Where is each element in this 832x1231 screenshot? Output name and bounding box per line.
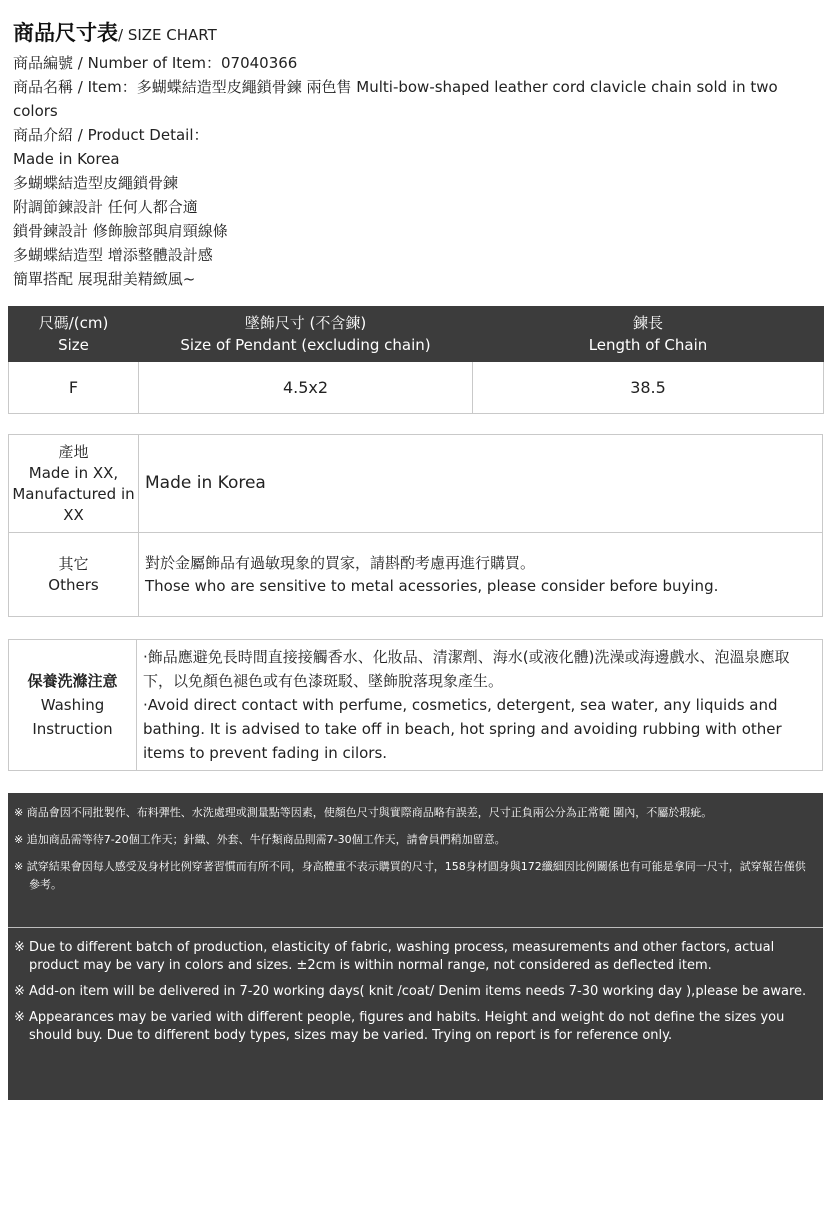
others-value: 對於金屬飾品有過敏現象的買家，請斟酌考慮再進行購買。 Those who are sensitive to metal acessories, please consider before buying. (139, 533, 823, 617)
notice-item: ※ 試穿結果會因每人感受及身材比例穿著習慣而有所不同，身高體重不表示購買的尺寸，158身材圓身與172纖細因比例關係也有可能是拿同一尺寸，試穿報告僅供參考。 (14, 860, 806, 891)
size-table-header (9, 307, 824, 362)
item-number: 商品編號 / Number of Item：07040366 (13, 54, 298, 72)
detail-label: 商品介紹 / Product Detail： (13, 126, 209, 144)
notice-item: ※ 商品會因不同批製作、布料彈性、水洗處理或測量點等因素，使顏色尺寸與實際商品略有誤差，尺寸正負兩公分為正常範 圍內，不屬於瑕疵。 (14, 806, 713, 819)
detail-line: 鎖骨鍊設計 修飾臉部與肩頸線條 (13, 222, 228, 240)
washing-label: 保養洗滌注意 Washing Instruction (9, 640, 137, 771)
others-row (9, 533, 823, 617)
origin-others-table (8, 434, 823, 617)
page-title (13, 17, 217, 47)
detail-line: Made in Korea (13, 150, 120, 168)
notice-item: ※ 追加商品需等待7-20個工作天；針織、外套、牛仔類商品則需7-30個工作天，請會員們稍加留意。 (14, 833, 506, 846)
origin-label: 產地 Made in XX, Manufactured in XX (9, 435, 139, 533)
origin-row (9, 435, 823, 533)
detail-line: 簡單搭配 展現甜美精緻風~ (13, 270, 196, 288)
title-zh: 商品尺寸表 (13, 21, 118, 45)
washing-table (8, 639, 823, 771)
others-label: 其它 Others (9, 533, 139, 617)
header-pendant-size: 墜飾尺寸 (不含鍊) Size of Pendant (excluding chain) (139, 307, 473, 362)
cell-size: F (9, 362, 139, 414)
notice-item: ※ Add-on item will be delivered in 7-20 working days( knit /coat/ Denim items needs 7-30 working day ),please be aware. (14, 984, 807, 999)
origin-value: Made in Korea (139, 435, 823, 533)
notice-en (14, 939, 819, 1053)
washing-row (9, 640, 823, 771)
cell-chain-length: 38.5 (473, 362, 824, 414)
notice-divider (8, 927, 823, 928)
table-row (9, 362, 824, 414)
notice-box (8, 793, 823, 1100)
detail-line: 附調節鍊設計 任何人都合適 (13, 198, 198, 216)
size-table (8, 306, 824, 414)
header-size: 尺碼/(cm) Size (9, 307, 139, 362)
item-name: 商品名稱 / Item：多蝴蝶結造型皮繩鎖骨鍊 兩色售 Multi-bow-shaped leather cord clavicle chain sold in two colors (13, 78, 778, 120)
header-chain-length: 鍊長 Length of Chain (473, 307, 824, 362)
title-en: / SIZE CHART (118, 26, 217, 44)
detail-line: 多蝴蝶結造型皮繩鎖骨鍊 (13, 174, 179, 192)
notice-zh (14, 804, 814, 903)
cell-pendant-size: 4.5x2 (139, 362, 473, 414)
washing-value: ‧飾品應避免長時間直接接觸香水、化妝品、清潔劑、海水(或液化體)洗澡或海邊戲水、泡溫泉應取下，以免顏色褪色或有色漆斑駁、墜飾脫落現象產生。 ‧Avoid direct contact with perfume, cosmetics, detergent, sea water, any liquids and bathing. It is advised to take off in beach, hot spring and avoiding rubbing with other items to prevent fading in cilors. (137, 640, 823, 771)
detail-line: 多蝴蝶結造型 增添整體設計感 (13, 246, 213, 264)
notice-item: ※ Due to different batch of production, elasticity of fabric, washing process, measurements and other factors, actual product may be vary in colors and sizes. ±2cm is within normal range, not considered as deflected item. (14, 940, 775, 973)
product-info (13, 51, 813, 291)
notice-item: ※ Appearances may be varied with different people, figures and habits. Height and weight do not define the sizes you should buy. Due to different body types, sizes may be varied. Trying on report is for reference only. (14, 1010, 785, 1043)
